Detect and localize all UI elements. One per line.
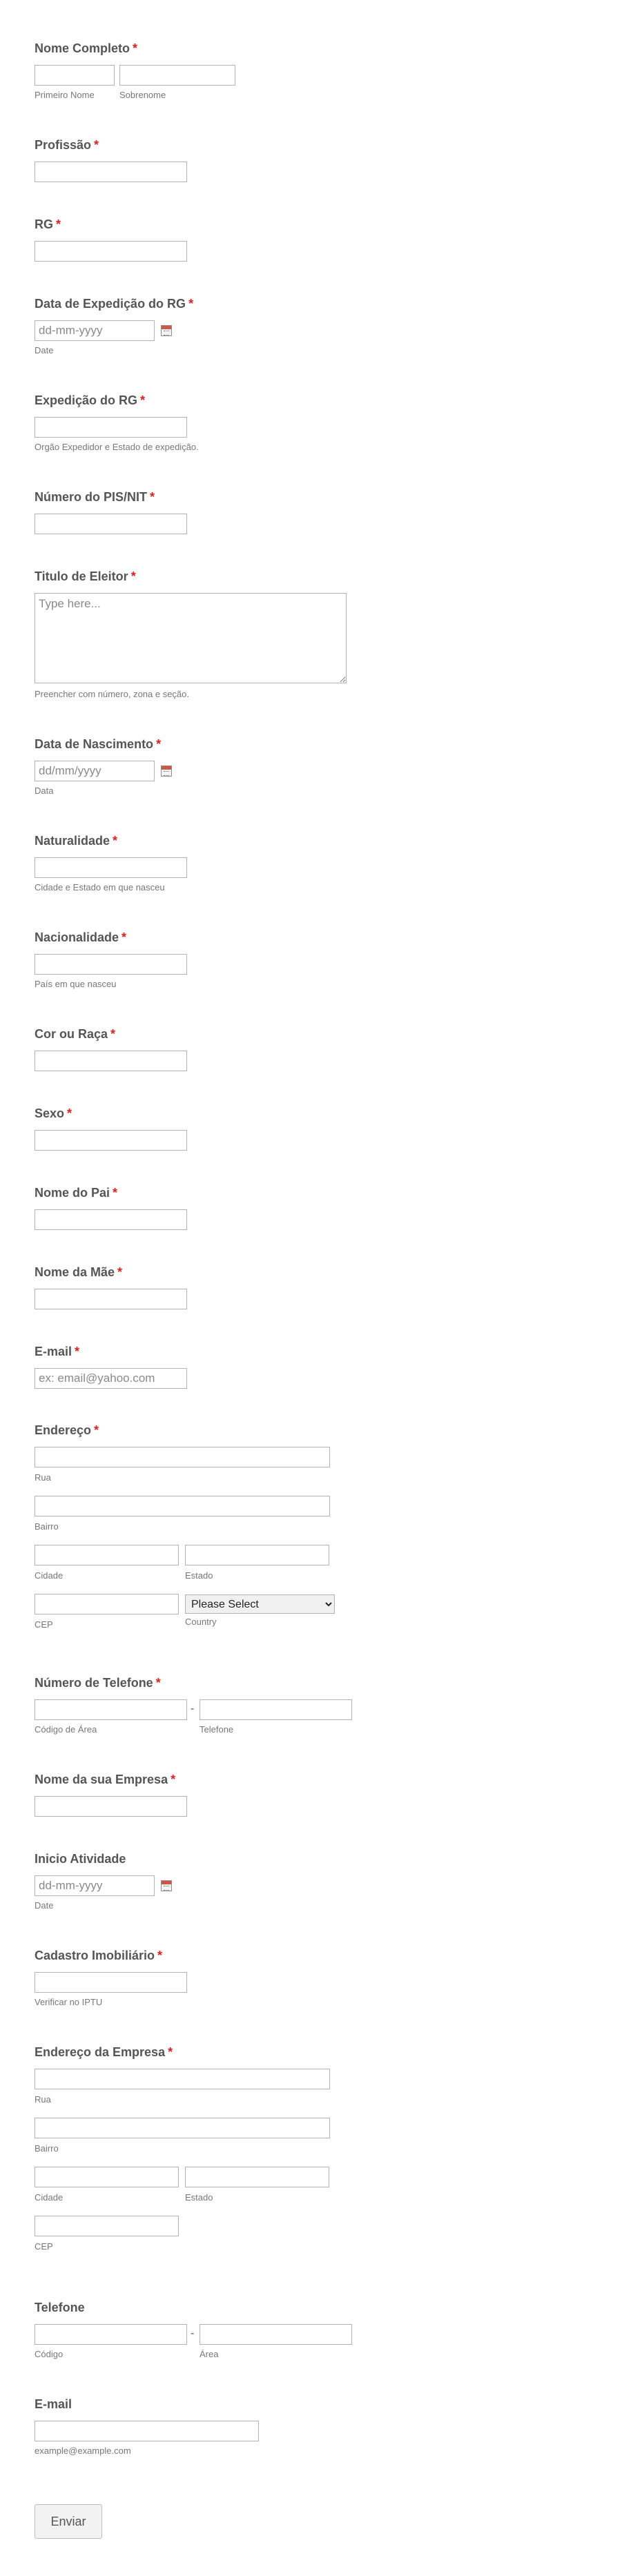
field-label-nome-completo xyxy=(35,41,137,56)
date-sublabel: Date xyxy=(35,1900,54,1911)
cidade-sublabel: Cidade xyxy=(35,1570,64,1581)
required-mark: * xyxy=(121,930,127,944)
pis-nit-input[interactable] xyxy=(35,514,187,534)
label-text: Nome da sua Empresa xyxy=(35,1773,168,1786)
required-mark: * xyxy=(67,1106,72,1120)
bairro-sublabel: Bairro xyxy=(35,1521,59,1532)
field-label-rg xyxy=(35,217,61,232)
last-name-input[interactable] xyxy=(119,65,235,86)
nome-pai-input[interactable] xyxy=(35,1209,187,1230)
field-label-nacionalidade xyxy=(35,930,126,945)
nome-mae-input[interactable] xyxy=(35,1289,187,1309)
field-label-expedicao-rg xyxy=(35,393,145,408)
field-label-telefone xyxy=(35,2301,85,2315)
label-text: Naturalidade xyxy=(35,834,110,848)
cadastro-imobiliario-input[interactable] xyxy=(35,1972,187,1993)
nome-empresa-input[interactable] xyxy=(35,1796,187,1817)
field-label-email xyxy=(35,1345,79,1359)
titulo-eleitor-textarea[interactable] xyxy=(35,593,347,683)
label-text: Endereço xyxy=(35,1423,92,1437)
naturalidade-input[interactable] xyxy=(35,857,187,878)
rua-input[interactable] xyxy=(35,1447,330,1467)
field-label-nome-pai xyxy=(35,1186,117,1200)
codigo-input[interactable] xyxy=(35,2324,187,2345)
required-mark: * xyxy=(75,1345,80,1358)
empresa-bairro-sublabel: Bairro xyxy=(35,2143,59,2154)
empresa-rua-input[interactable] xyxy=(35,2069,330,2089)
label-text: Nome do Pai xyxy=(35,1186,110,1200)
required-mark: * xyxy=(130,569,136,583)
label-text: Inicio Atividade xyxy=(35,1852,126,1866)
profissao-input[interactable] xyxy=(35,162,187,182)
required-mark: * xyxy=(140,393,146,407)
label-text: Número de Telefone xyxy=(35,1676,153,1690)
phone-separator: - xyxy=(191,2328,195,2339)
first-name-input[interactable] xyxy=(35,65,115,86)
label-text: Profissão xyxy=(35,138,92,152)
submit-button[interactable]: Enviar xyxy=(35,2504,102,2539)
date-sublabel: Date xyxy=(35,345,54,355)
required-mark: * xyxy=(168,2045,173,2059)
field-label-nome-empresa xyxy=(35,1773,175,1787)
calendar-icon[interactable] xyxy=(161,765,172,777)
field-label-data-nascimento xyxy=(35,737,161,752)
estado-sublabel: Estado xyxy=(185,1570,213,1581)
empresa-estado-input[interactable] xyxy=(185,2167,329,2187)
required-mark: * xyxy=(94,138,99,152)
required-mark: * xyxy=(150,490,155,504)
field-label-naturalidade xyxy=(35,834,117,848)
empresa-cep-input[interactable] xyxy=(35,2216,179,2236)
label-text: E-mail xyxy=(35,2397,72,2411)
first-name-sublabel: Primeiro Nome xyxy=(35,90,95,100)
email-2-input[interactable] xyxy=(35,2421,259,2441)
empresa-cidade-sublabel: Cidade xyxy=(35,2192,64,2203)
field-label-cadastro-imobiliario xyxy=(35,1949,162,1963)
required-mark: * xyxy=(171,1773,176,1786)
rua-sublabel: Rua xyxy=(35,1472,51,1483)
data-sublabel: Data xyxy=(35,786,54,796)
naturalidade-sublabel: Cidade e Estado em que nasceu xyxy=(35,882,165,892)
required-mark: * xyxy=(113,1186,118,1200)
phone-number-input[interactable] xyxy=(200,1699,352,1720)
calendar-icon[interactable] xyxy=(161,1880,172,1891)
required-mark: * xyxy=(94,1423,99,1437)
sexo-input[interactable] xyxy=(35,1130,187,1151)
field-label-cor-raca xyxy=(35,1027,115,1042)
empresa-estado-sublabel: Estado xyxy=(185,2192,213,2203)
label-text: RG xyxy=(35,217,53,231)
email-input[interactable] xyxy=(35,1368,187,1389)
label-text: Telefone xyxy=(35,2301,85,2314)
label-text: Expedição do RG xyxy=(35,393,138,407)
required-mark: * xyxy=(133,41,138,55)
label-text: Nome da Mãe xyxy=(35,1265,115,1279)
required-mark: * xyxy=(56,217,61,231)
field-label-numero-telefone xyxy=(35,1676,161,1690)
required-mark: * xyxy=(156,737,162,751)
area-code-sublabel: Código de Área xyxy=(35,1724,97,1735)
field-label-data-expedicao-rg xyxy=(35,297,193,311)
label-text: Nacionalidade xyxy=(35,930,119,944)
data-nascimento-input[interactable] xyxy=(35,761,155,781)
label-text: Nome Completo xyxy=(35,41,130,55)
email-2-sublabel: example@example.com xyxy=(35,2446,131,2456)
nacionalidade-input[interactable] xyxy=(35,954,187,975)
field-label-sexo xyxy=(35,1106,72,1121)
area-input[interactable] xyxy=(200,2324,352,2345)
field-label-nome-mae xyxy=(35,1265,122,1280)
country-sublabel: Country xyxy=(185,1617,217,1627)
label-text: Endereço da Empresa xyxy=(35,2045,166,2059)
nacionalidade-sublabel: País em que nasceu xyxy=(35,979,117,989)
label-text: Titulo de Eleitor xyxy=(35,569,128,583)
inicio-atividade-input[interactable] xyxy=(35,1875,155,1896)
cidade-input[interactable] xyxy=(35,1545,179,1565)
estado-input[interactable] xyxy=(185,1545,329,1565)
field-label-profissao xyxy=(35,138,99,153)
label-text: Número do PIS/NIT xyxy=(35,490,148,504)
field-label-endereco xyxy=(35,1423,99,1438)
empresa-cep-sublabel: CEP xyxy=(35,2241,53,2252)
phone-separator: - xyxy=(191,1703,195,1715)
cep-sublabel: CEP xyxy=(35,1619,53,1630)
field-label-endereco-empresa xyxy=(35,2045,173,2060)
label-text: Data de Expedição do RG xyxy=(35,297,186,311)
empresa-bairro-input[interactable] xyxy=(35,2118,330,2138)
country-select[interactable] xyxy=(185,1594,335,1614)
codigo-sublabel: Código xyxy=(35,2349,64,2359)
required-mark: * xyxy=(110,1027,116,1041)
required-mark: * xyxy=(188,297,194,311)
phone-sublabel: Telefone xyxy=(200,1724,234,1735)
label-text: E-mail xyxy=(35,1345,72,1358)
field-label-inicio-atividade xyxy=(35,1852,126,1866)
area-sublabel: Área xyxy=(200,2349,219,2359)
label-text: Cadastro Imobiliário xyxy=(35,1949,155,1962)
field-label-pis-nit xyxy=(35,490,155,505)
empresa-rua-sublabel: Rua xyxy=(35,2094,51,2105)
bairro-input[interactable] xyxy=(35,1496,330,1516)
required-mark: * xyxy=(117,1265,123,1279)
expedicao-rg-sublabel: Orgão Expedidor e Estado de expedição. xyxy=(35,442,199,452)
field-label-email-2 xyxy=(35,2397,72,2412)
cor-raca-input[interactable] xyxy=(35,1051,187,1071)
cep-input[interactable] xyxy=(35,1594,179,1614)
label-text: Data de Nascimento xyxy=(35,737,154,751)
area-code-input[interactable] xyxy=(35,1699,187,1720)
required-mark: * xyxy=(157,1949,163,1962)
expedicao-rg-input[interactable] xyxy=(35,417,187,438)
required-mark: * xyxy=(113,834,118,848)
data-expedicao-rg-input[interactable] xyxy=(35,320,155,341)
label-text: Cor ou Raça xyxy=(35,1027,108,1041)
titulo-eleitor-sublabel: Preencher com número, zona e seção. xyxy=(35,689,190,699)
cadastro-imobiliario-sublabel: Verificar no IPTU xyxy=(35,1997,103,2007)
field-label-titulo-eleitor xyxy=(35,569,136,584)
empresa-cidade-input[interactable] xyxy=(35,2167,179,2187)
calendar-icon[interactable] xyxy=(161,325,172,336)
rg-input[interactable] xyxy=(35,241,187,262)
required-mark: * xyxy=(155,1676,161,1690)
label-text: Sexo xyxy=(35,1106,65,1120)
last-name-sublabel: Sobrenome xyxy=(119,90,166,100)
